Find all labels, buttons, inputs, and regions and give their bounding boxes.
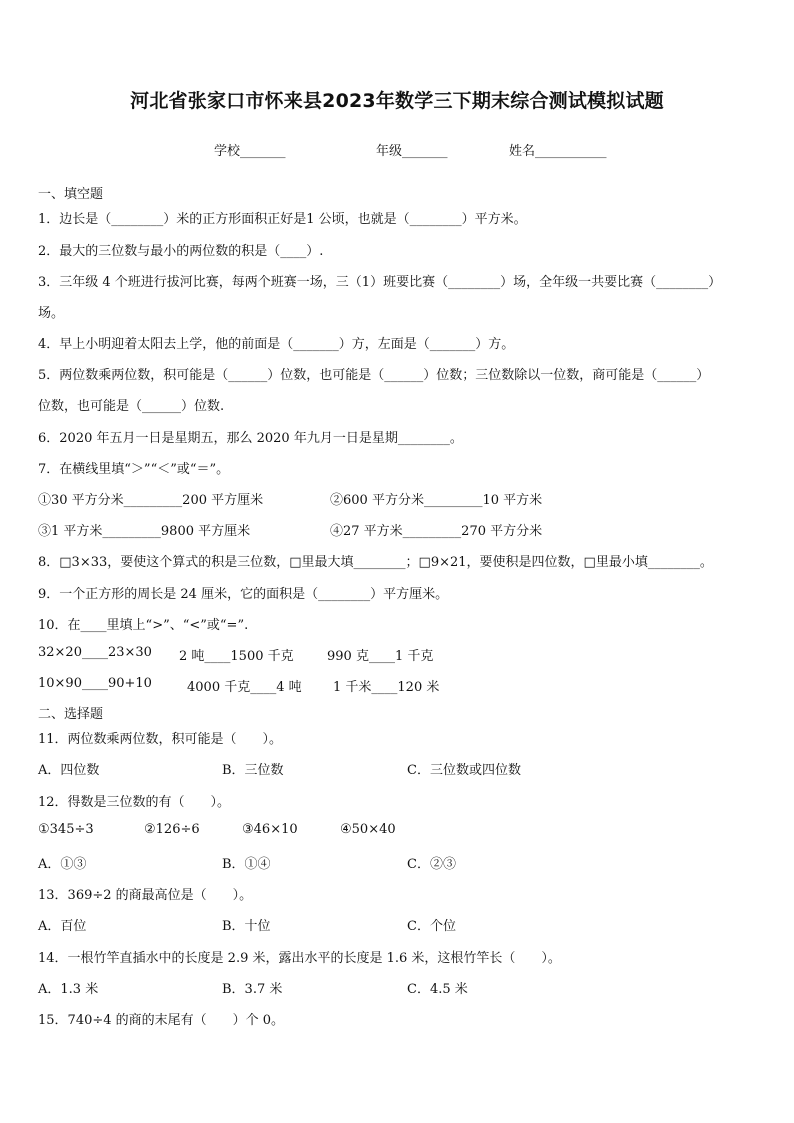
question-6: 6．2020 年五月一日是星期五，那么 2020 年九月一日是星期________。 — [38, 431, 463, 446]
question-14: 14．一根竹竿直插水中的长度是 2.9 米，露出水平的长度是 1.6 米，这根竹竿长（ ）。 — [38, 951, 561, 966]
question-12: 12．得数是三位数的有（ ）。 — [38, 795, 231, 810]
question-10-item: 32×20____23×30 — [38, 645, 152, 660]
question-12-item: ④50×40 — [340, 822, 396, 837]
question-10-item: 2 吨____1500 千克 — [179, 649, 294, 664]
section-choice-heading: 二、选择题 — [38, 707, 104, 722]
question-12-item: ③46×10 — [242, 822, 298, 837]
question-10-item: 1 千米____120 米 — [333, 680, 440, 695]
question-5-line-2: 位数，也可能是（______）位数. — [38, 399, 225, 414]
question-15: 15．740÷4 的商的末尾有（ ）个 0。 — [38, 1013, 285, 1028]
question-3-line-2: 场。 — [38, 306, 65, 321]
option-b: B．3.7 米 — [222, 982, 283, 997]
question-10-item: 4000 千克____4 吨 — [187, 680, 302, 695]
option-c: C．三位数或四位数 — [407, 763, 521, 778]
option-a: A．①③ — [38, 857, 87, 872]
question-9: 9．一个正方形的周长是 24 厘米，它的面积是（________）平方厘米。 — [38, 587, 449, 602]
page-title: 河北省张家口市怀来县2023年数学三下期末综合测试模拟试题 — [130, 90, 664, 112]
question-12-item: ②126÷6 — [144, 822, 200, 837]
option-c: C．②③ — [407, 857, 456, 872]
question-10: 10．在____里填上“>”、“<”或“=”. — [38, 618, 249, 633]
option-b: B．十位 — [222, 919, 271, 934]
question-10-item: 10×90____90+10 — [38, 676, 152, 691]
option-c: C．4.5 米 — [407, 982, 468, 997]
question-4: 4．早上小明迎着太阳去上学，他的前面是（_______）方，左面是（_______）方。 — [38, 337, 515, 352]
option-c: C．个位 — [407, 919, 456, 934]
question-2: 2．最大的三位数与最小的两位数的积是（____）. — [38, 244, 324, 259]
question-13: 13．369÷2 的商最高位是（ ）。 — [38, 888, 253, 903]
question-3-line-1: 3．三年级 4 个班进行拔河比赛，每两个班赛一场，三（1）班要比赛（________）场，全年级一共要比赛（________） — [38, 275, 722, 290]
option-a: A．四位数 — [38, 763, 100, 778]
option-a: A．百位 — [38, 919, 87, 934]
question-7-item: ④27 平方米_________270 平方分米 — [330, 524, 543, 539]
question-7-item: ②600 平方分米_________10 平方米 — [330, 493, 543, 508]
question-1: 1．边长是（________）米的正方形面积正好是1 公顷，也就是（________）平方米。 — [38, 212, 527, 227]
option-b: B．①④ — [222, 857, 271, 872]
name-field: 姓名___________ — [509, 144, 607, 159]
school-field: 学校_______ — [214, 144, 286, 159]
question-7: 7．在横线里填“＞”“＜”或“＝”。 — [38, 462, 230, 477]
question-7-item: ①30 平方分米_________200 平方厘米 — [38, 493, 264, 508]
question-10-item: 990 克____1 千克 — [327, 649, 434, 664]
option-b: B．三位数 — [222, 763, 284, 778]
question-11: 11．两位数乘两位数，积可能是（ ）。 — [38, 732, 283, 747]
option-a: A．1.3 米 — [38, 982, 99, 997]
question-5-line-1: 5．两位数乘两位数，积可能是（______）位数，也可能是（______）位数；三位数除以一位数，商可能是（______） — [38, 368, 710, 383]
section-fill-heading: 一、填空题 — [38, 187, 104, 202]
question-12-item: ①345÷3 — [38, 822, 94, 837]
grade-field: 年级_______ — [376, 144, 448, 159]
question-7-item: ③1 平方米_________9800 平方厘米 — [38, 524, 251, 539]
question-8: 8．□3×33，要使这个算式的积是三位数，□里最大填________；□9×21，要使积是四位数，□里最小填________。 — [38, 555, 713, 570]
